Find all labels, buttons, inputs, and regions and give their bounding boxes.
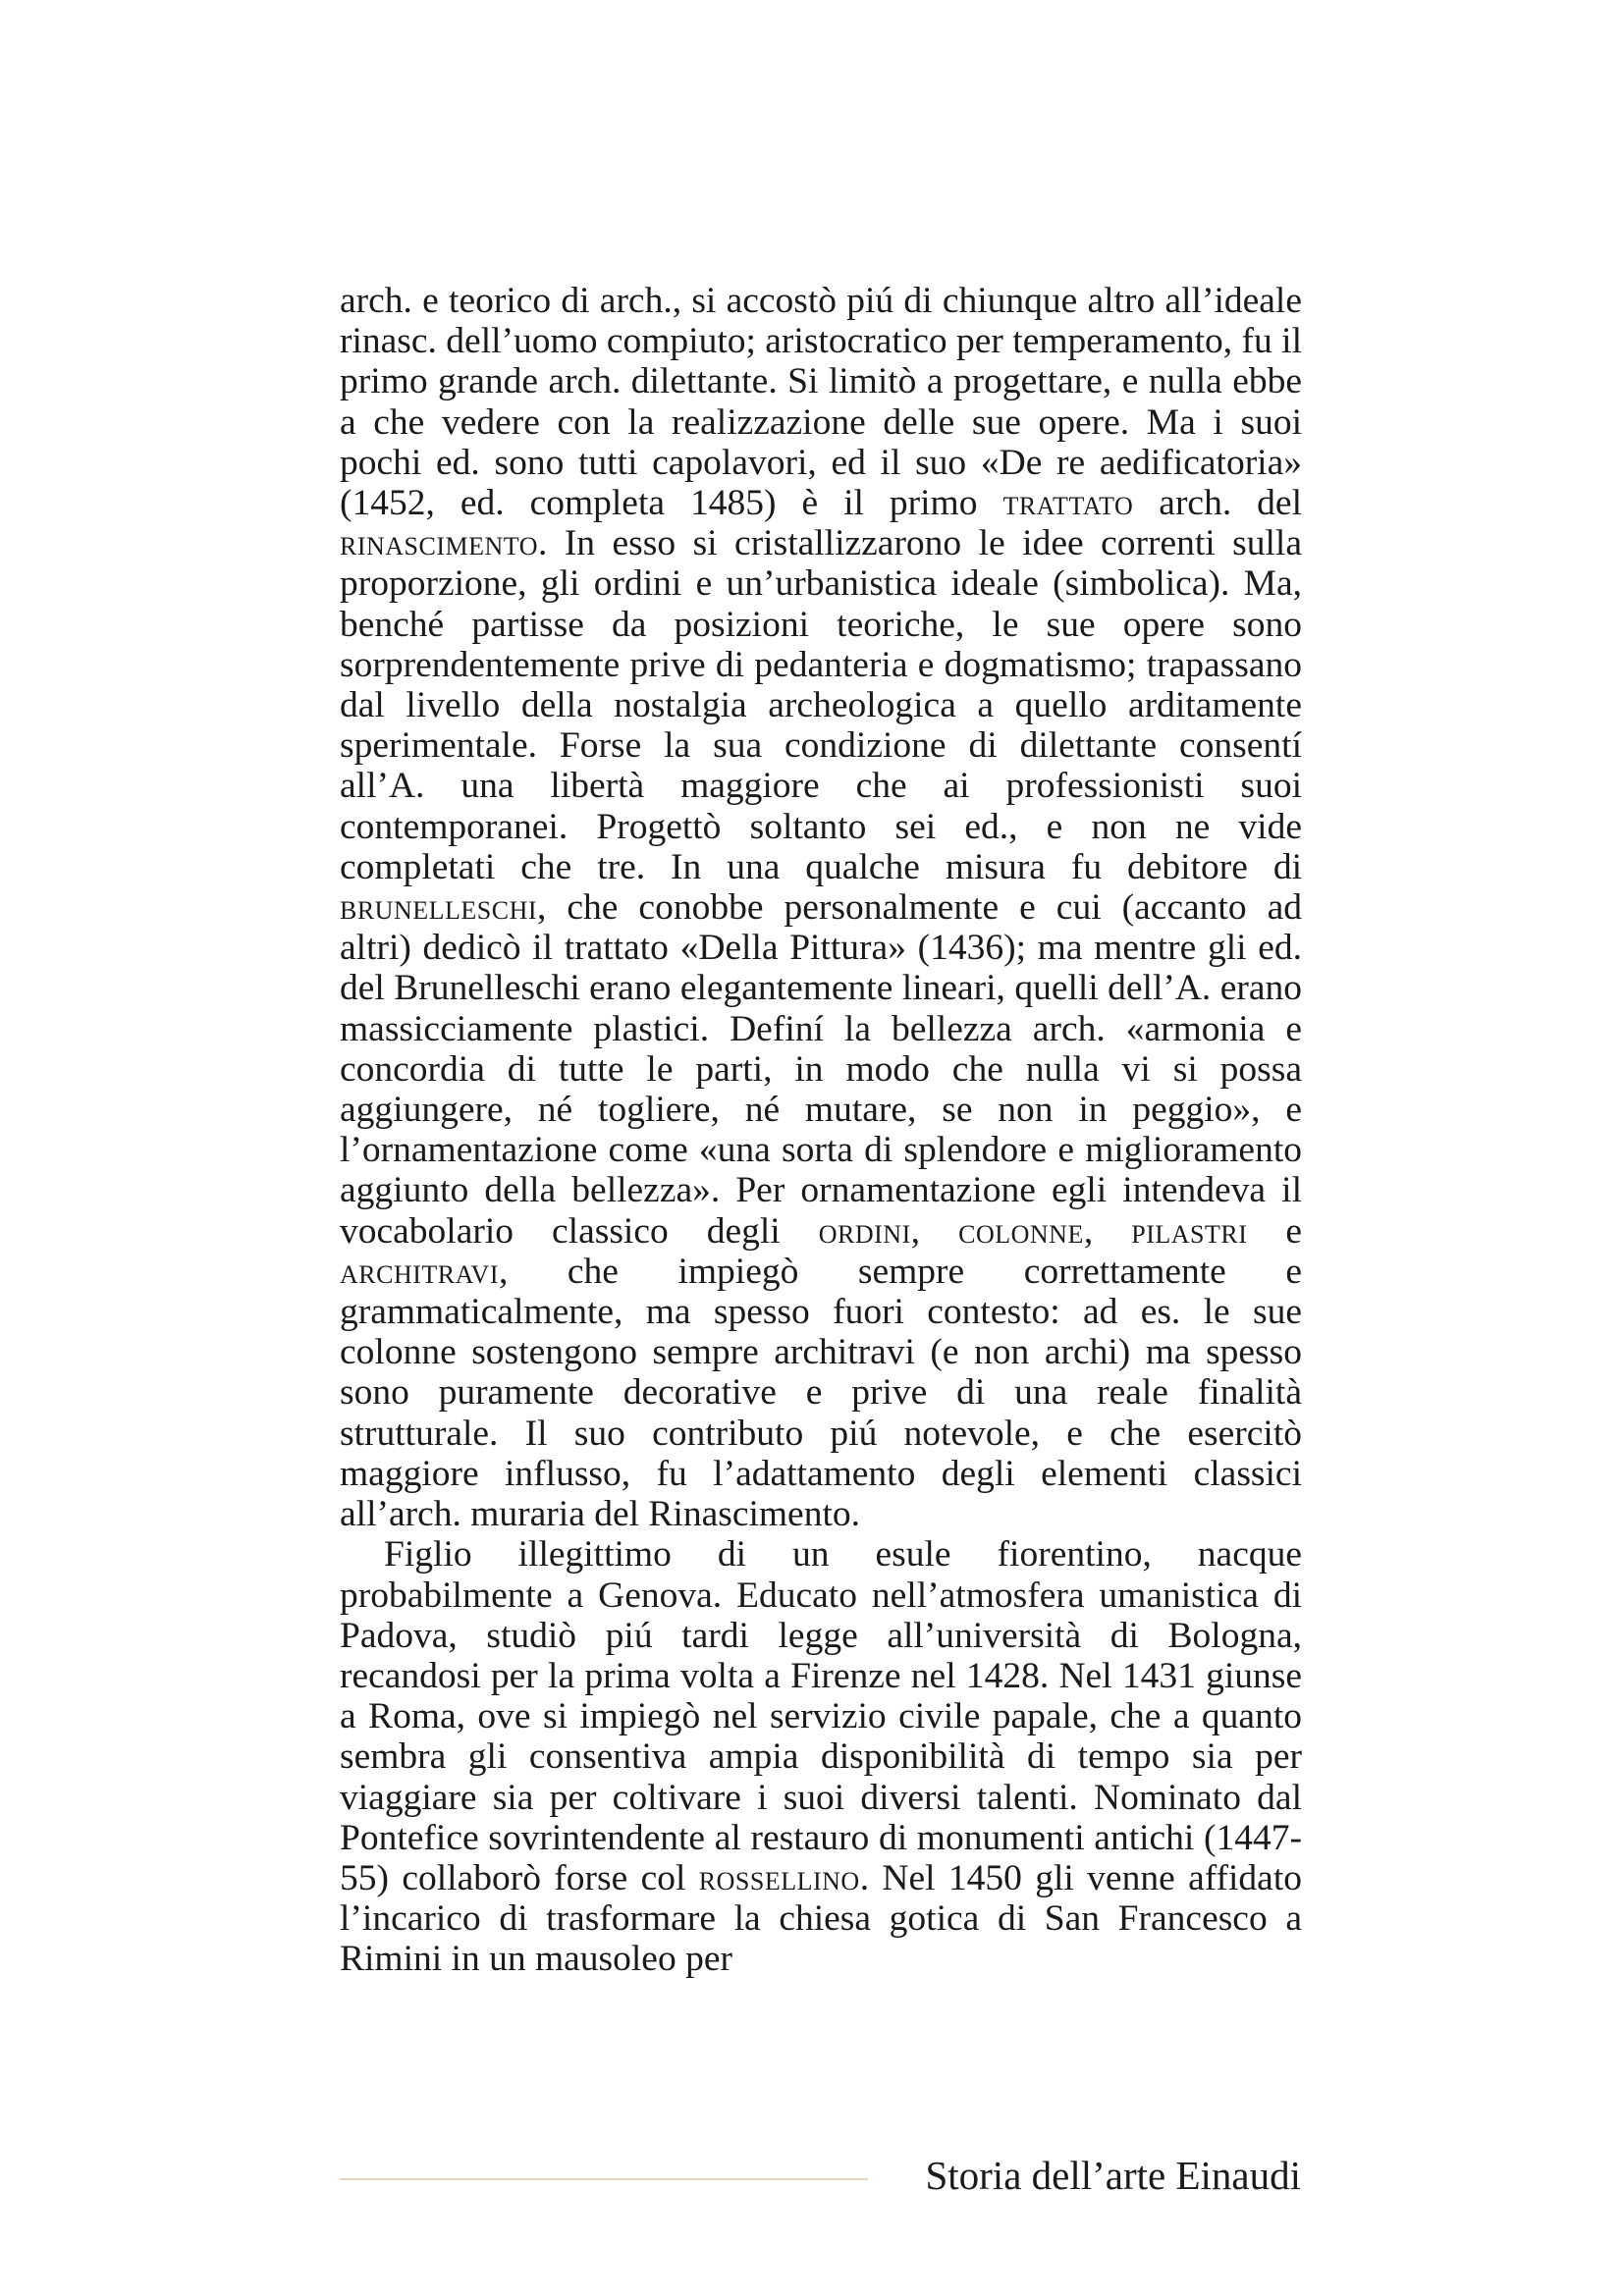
text-run: arch. del [1133,483,1302,524]
cross-reference: colonne [958,1210,1084,1252]
footer-rule [340,2178,868,2180]
text-run: . In esso si cristallizzarono le idee correnti sulla proporzione, gli ordini e un’urbanistica ideale (simbolica). Ma, benché partisse da posizioni teoriche, le sue opere sono sorprendentemente prive di pedanteria e dogmatismo; trapassano dal livello della nostalgia archeologica a quello arditamente sperimentale. Forse la sua condizione di dilettante consentí all’A. una libertà maggiore che ai professionisti suoi contemporanei. Progettò soltanto sei ed., e non ne vide completati che tre. In una qualche misura fu debitore di [340,523,1302,887]
text-run: arch. e teorico di arch., si accostò piú di chiunque altro all’ideale rinasc. dell’uomo compiuto; aristocratico per temperamento, fu il primo grande arch. dilettante. Si limitò a progettare, e nulla ebbe a che vedere con la realizzazione delle sue opere. Ma i suoi pochi ed. sono tutti capolavori, ed il suo «De re aedificatoria» (1452, ed. completa 1485) è il primo [340,281,1302,524]
body-text [340,281,1302,1980]
paragraph-1 [340,281,1302,1534]
text-run: . Nel 1450 gli venne affidato l’incarico di trasformare la chiesa gotica di San Francesco a Rimini in un mausoleo per [340,1857,1302,1980]
cross-reference: trattato [1002,483,1134,524]
cross-reference: brunelleschi [340,887,537,929]
text-run: Figlio illegittimo di un esule fiorentino, nacque probabilmente a Genova. Educato nell’atmosfera umanistica di Padova, studiò piú tardi legge all’università di Bologna, recandosi per la prima volta a Firenze nel 1428. Nel 1431 giunse a Roma, ove si impiegò nel servizio civile papale, che a quanto sembra gli consentiva ampia disponibilità di tempo sia per viaggiare sia per coltivare i suoi diversi talenti. Nominato dal Pontefice sovrintendente al restauro di monumenti antichi (1447-55) collaborò forse col [340,1534,1302,1898]
cross-reference: ordini [818,1210,911,1252]
cross-reference: architravi [340,1251,499,1292]
text-run: e [1247,1210,1303,1252]
text-run: , che impiegò sempre correttamente e grammaticalmente, ma spesso fuori contesto: ad es. le sue colonne sostengono sempre architravi (e non archi) ma spesso sono puramente decorative e prive di una reale finalità strutturale. Il suo contributo piú notevole, e che esercitò maggiore influsso, fu l’adattamento degli elementi classici all’arch. muraria del Rinascimento. [340,1251,1302,1535]
text-run: , che conobbe personalmente e cui (accanto ad altri) dedicò il trattato «Della Pittura» (1436); ma mentre gli ed. del Brunelleschi erano elegantemente lineari, quelli dell’A. erano massicciamente plastici. Definí la bellezza arch. «armonia e concordia di tutte le parti, in modo che nulla vi si possa aggiungere, né togliere, né mutare, se non in peggio», e l’ornamentazione come «una sorta di splendore e miglioramento aggiunto della bellezza». Per ornamentazione egli intendeva il vocabolario classico degli [340,887,1302,1252]
cross-reference: pilastri [1131,1210,1248,1252]
text-run: , [1083,1210,1132,1252]
text-run: , [910,1210,959,1252]
footer-title: Storia dell’arte Einaudi [925,2153,1301,2198]
cross-reference: rinascimento [340,523,538,564]
paragraph-2 [340,1534,1302,1979]
cross-reference: rossellino [698,1857,860,1898]
